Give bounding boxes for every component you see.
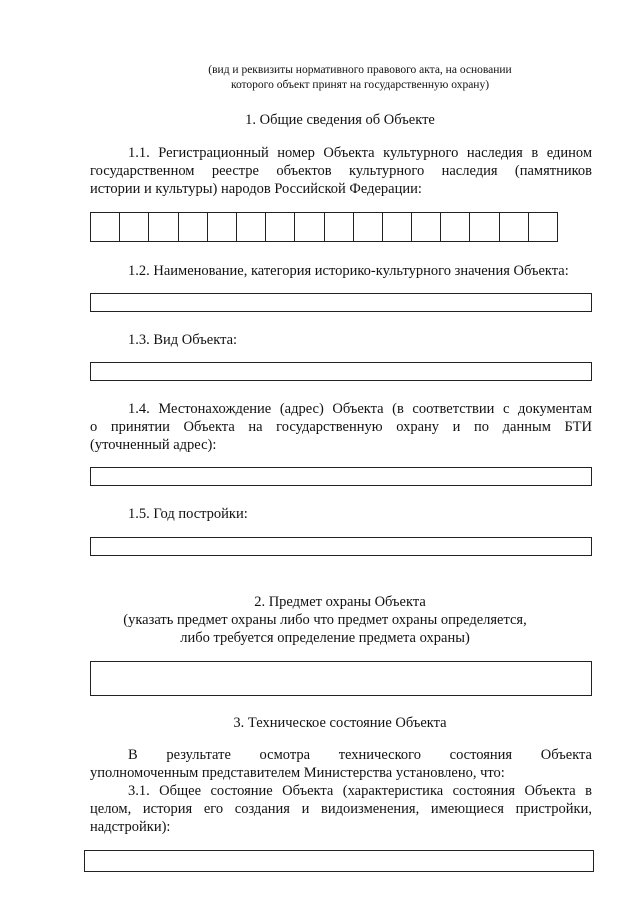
reg-cell[interactable]	[294, 212, 324, 242]
item-1-3-label: 1.3. Вид Объекта:	[128, 332, 238, 348]
item-1-1-line3: истории и культуры) народов Российской Федерации:	[90, 181, 422, 197]
reg-cell[interactable]	[324, 212, 354, 242]
object-name-field[interactable]	[90, 293, 592, 312]
construction-year-field[interactable]	[90, 537, 592, 556]
protection-subject-field[interactable]	[90, 661, 592, 696]
reg-cell[interactable]	[353, 212, 383, 242]
reg-cell[interactable]	[265, 212, 295, 242]
item-1-1-line2: государственном реестре объектов культурного наследия (памятников	[90, 163, 592, 179]
section2-title: 2. Предмет охраны Объекта	[254, 594, 426, 610]
item-1-4-line2: о принятии Объекта на государственную охрану и по данным БТИ	[90, 419, 592, 435]
item-1-4-line3: (уточненный адрес):	[90, 437, 217, 453]
reg-cell[interactable]	[440, 212, 470, 242]
section3-intro-line1: В результате осмотра технического состояния Объекта	[128, 747, 592, 763]
reg-cell[interactable]	[469, 212, 499, 242]
item-3-1-text	[90, 782, 592, 836]
legal-act-note-line2: которого объект принят на государственную охрану)	[230, 79, 490, 91]
object-type-field[interactable]	[90, 362, 592, 381]
reg-cell[interactable]	[528, 212, 558, 242]
reg-cell[interactable]	[178, 212, 208, 242]
legal-act-note-line1: (вид и реквизиты нормативного правового акта, на основании	[208, 64, 512, 76]
reg-cell[interactable]	[119, 212, 149, 242]
reg-cell[interactable]	[207, 212, 237, 242]
registration-number-cells[interactable]	[90, 212, 557, 242]
object-address-field[interactable]	[90, 467, 592, 486]
section2-subtitle	[80, 611, 570, 647]
reg-cell[interactable]	[148, 212, 178, 242]
section1-title: 1. Общие сведения об Объекте	[245, 112, 435, 128]
section2-subtitle-line1: (указать предмет охраны либо что предмет охраны определяется,	[123, 612, 527, 628]
item-1-1-text	[90, 144, 592, 198]
item-3-1-line2: целом, история его создания и видоизменения, имеющиеся пристройки,	[90, 801, 592, 817]
reg-cell[interactable]	[382, 212, 412, 242]
section2-subtitle-line2: либо требуется определение предмета охраны)	[180, 630, 470, 646]
item-1-5-label: 1.5. Год постройки:	[128, 506, 248, 522]
general-condition-field[interactable]	[84, 850, 594, 872]
item-1-4-text	[90, 400, 592, 454]
reg-cell[interactable]	[236, 212, 266, 242]
item-1-2-label: 1.2. Наименование, категория историко-культурного значения Объекта:	[128, 263, 569, 279]
reg-cell[interactable]	[90, 212, 120, 242]
reg-cell[interactable]	[499, 212, 529, 242]
legal-act-note	[150, 63, 570, 93]
item-3-1-line3: надстройки):	[90, 819, 171, 835]
section3-intro	[90, 746, 592, 782]
item-1-1-line1: 1.1. Регистрационный номер Объекта культурного наследия в едином	[128, 145, 592, 161]
section3-intro-line2: уполномоченным представителем Министерства установлено, что:	[90, 765, 505, 781]
item-1-4-line1: 1.4. Местонахождение (адрес) Объекта (в соответствии с документам	[128, 401, 592, 417]
section3-title: 3. Техническое состояние Объекта	[233, 715, 447, 731]
reg-cell[interactable]	[411, 212, 441, 242]
item-3-1-line1: 3.1. Общее состояние Объекта (характеристика состояния Объекта в	[128, 783, 592, 799]
